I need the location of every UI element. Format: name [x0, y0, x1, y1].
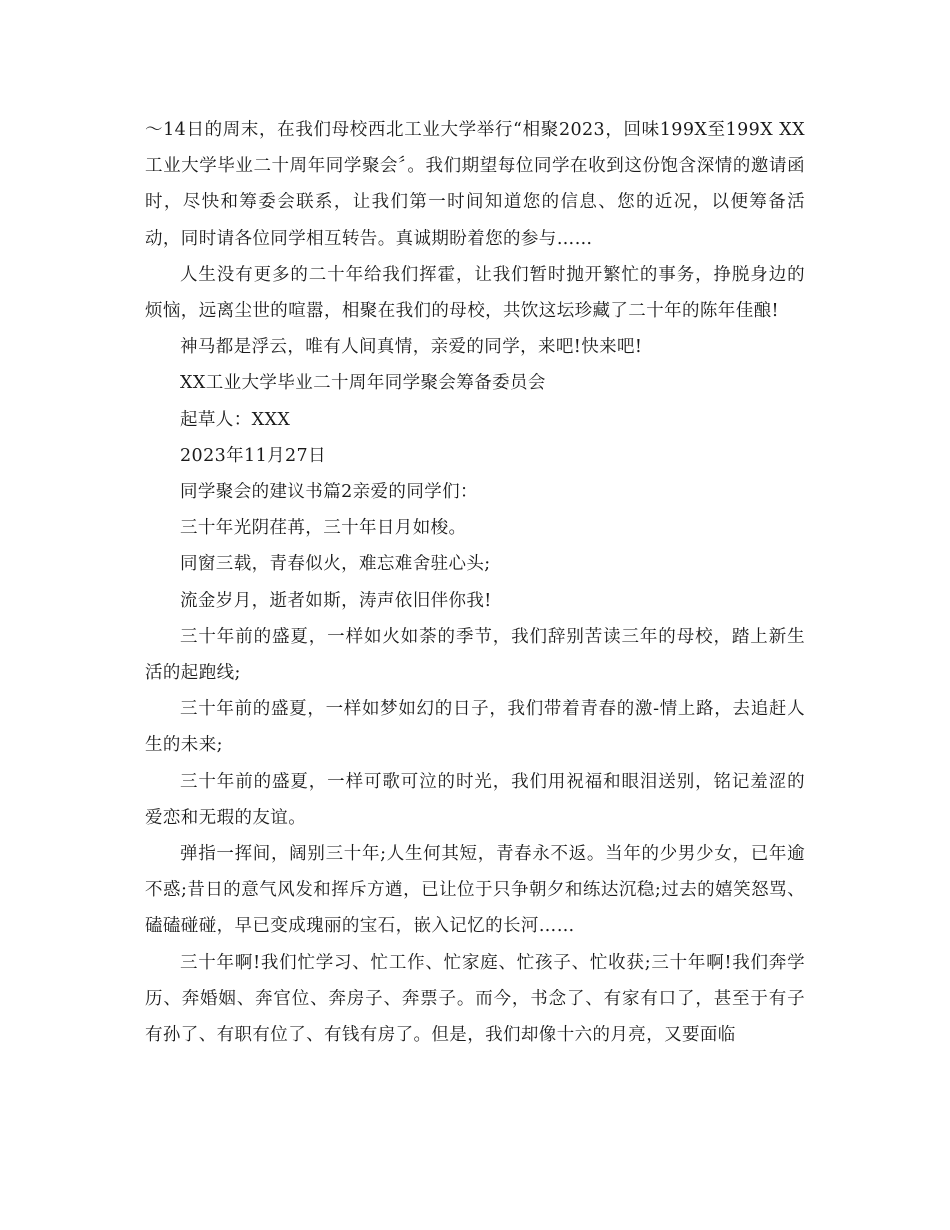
- paragraph: 三十年光阴荏苒，三十年日月如梭。: [180, 518, 467, 539]
- paragraph: 人生没有更多的二十年给我们挥霍，让我们暂时抛开繁忙的事务，挣脱身边的烦恼，远离尘世的喧嚣，相聚在我们的母校，共饮这坛珍藏了二十年的陈年佳酿!: [145, 264, 805, 322]
- section-heading: 同学聚会的建议书篇2亲爱的同学们：: [180, 482, 478, 503]
- paragraph: 神马都是浮云，唯有人间真情，亲爱的同学，来吧!快来吧!: [180, 337, 643, 358]
- drafter-line: 起草人：XXX: [180, 409, 291, 430]
- committee-signature: XX工业大学毕业二十周年同学聚会筹备委员会: [180, 373, 546, 394]
- paragraph: 三十年前的盛夏，一样如火如荼的季节，我们辞别苦读三年的母校，踏上新生活的起跑线;: [145, 626, 805, 684]
- paragraph: 同窗三载，青春似火，难忘难舍驻心头;: [180, 554, 491, 575]
- paragraph: 弹指一挥间，阔别三十年;人生何其短，青春永不返。当年的少男少女，已年逾不惑;昔日的意气风发和挥斥方遒，已让位于只争朝夕和练达沉稳;过去的嬉笑怒骂、磕磕碰碰，早已变成瑰丽的宝石，嵌入记忆的长河……: [145, 844, 805, 937]
- paragraph: 三十年前的盛夏，一样可歌可泣的时光，我们用祝福和眼泪送别，铭记羞涩的爱恋和无瑕的友谊。: [145, 771, 805, 828]
- paragraph: 流金岁月，逝者如斯，涛声依旧伴你我!: [180, 590, 492, 611]
- paragraph: ～14日的周末，在我们母校西北工业大学举行“相聚2023，回味199X至199X XX工业大学毕业二十周年同学聚会〞。我们期望每位同学在收到这份饱含深情的邀请函时，尽快和筹委会联系，让我们第一时间知道您的信息、您的近况，以便筹备活动，同时请各位同学相互转告。真诚期盼着您的参与……: [145, 120, 805, 249]
- document-page: [145, 112, 805, 1053]
- paragraph: 三十年前的盛夏，一样如梦如幻的日子，我们带着青春的激-情上路，去追赶人生的未来;: [145, 699, 805, 756]
- paragraph: 三十年啊!我们忙学习、忙工作、忙家庭、忙孩子、忙收获;三十年啊!我们奔学历、奔婚姻、奔官位、奔房子、奔票子。而今，书念了、有家有口了，甚至于有子有孙了、有职有位了、有钱有房了。但是，我们却像十六的月亮，又要面临: [145, 952, 805, 1046]
- date-line: 2023年11月27日: [180, 445, 326, 466]
